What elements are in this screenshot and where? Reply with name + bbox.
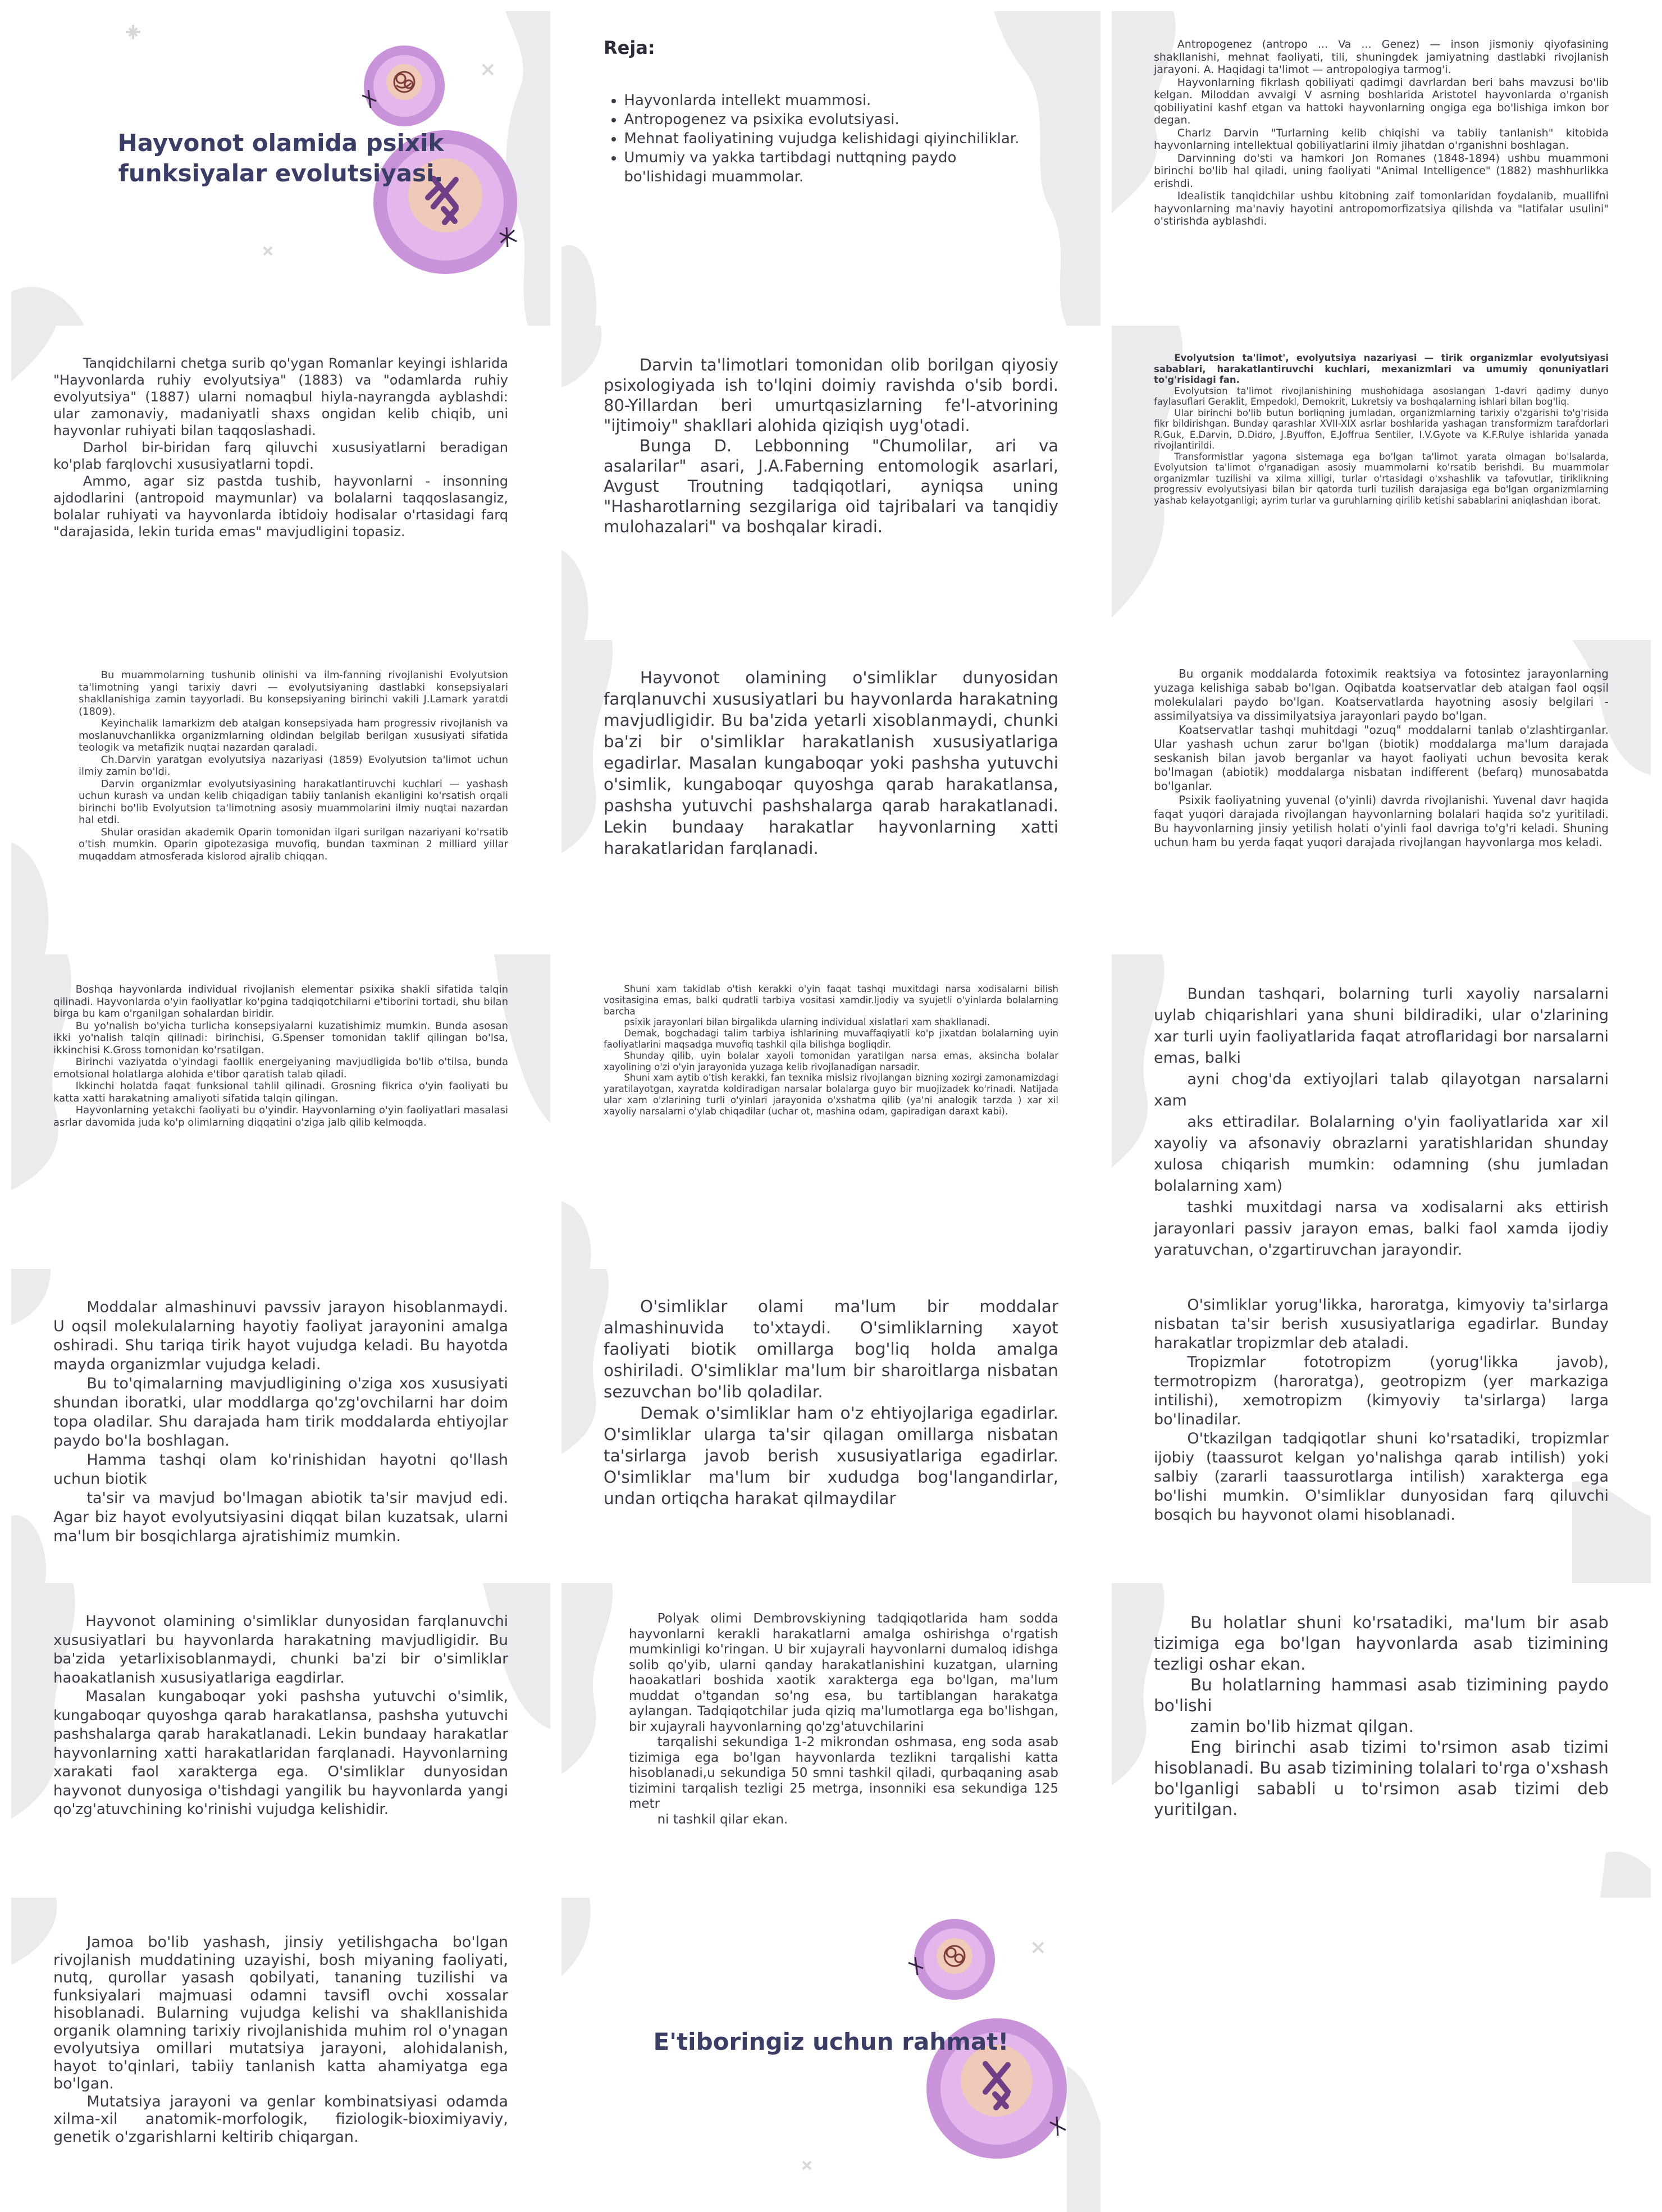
slide-asab-tizimi bbox=[1112, 1583, 1651, 1898]
text-block bbox=[629, 1611, 1058, 1827]
slide-evolyutsion bbox=[1112, 326, 1651, 640]
paragraph: Boshqa hayvonlarda individual rivojlanish elementar psixika shakli sifatida talqin qilinadi. Hayvonlarda o'yin faoliyatlar ko'pgina tadqiqotchilarni e'tiborini tortadi, shu bilan birga bu kam o'rganilgan sohalardan biridir. bbox=[53, 984, 508, 1020]
paragraph: Bu holatlarning hammasi asab tizimining paydo bo'lishi bbox=[1154, 1675, 1609, 1715]
text-block bbox=[604, 984, 1058, 1117]
paragraph: Darhol bir-biridan farq qiluvchi xususiyatlarni beradigan ko'plab farqlovchi xususiyatlarni topdi. bbox=[53, 440, 508, 472]
paragraph: Bu muammolarning tushunib olinishi va ilm-fanning rivojlanishi Evolyutsion ta'limotning yangi tarixiy davri — evolyutsiyaning dastlabki konsepsiyalari shakllanishiga zamin tayyorladi. Bu konsepsiyaning birinchi vakili J.Lamark yaratdi (1809). bbox=[79, 669, 508, 717]
text-block bbox=[604, 355, 1058, 537]
slide-hayvonot-1 bbox=[561, 640, 1101, 954]
paragraph: Ch.Darvin yaratgan evolyutsiya nazariyasi (1859) Evolyutsion ta'limot uchun ilmiy zamin bo'ldi. bbox=[79, 753, 508, 778]
slide-plan bbox=[561, 11, 1101, 326]
plan-list bbox=[604, 91, 1030, 186]
paragraph: Moddalar almashinuvi pavssiv jarayon hisoblanmaydi. U oqsil molekulalarning hayotiy faoliyat jarayonini amalga oshiradi. Shu tariqa tirik hayot vujudga keladi. Bu hayotda mayda organizmlar vujudga keladi. bbox=[53, 1299, 508, 1373]
plan-item: • Antropogenez va psixika evolutsiyasi. bbox=[624, 110, 1030, 129]
slide-oyin-2 bbox=[561, 954, 1101, 1269]
paragraph: tarqalishi sekundiga 1-2 mikrondan oshmasa, eng soda asab tizimiga ega bo'lgan hayvonlarda tezlikni tarqalishi katta hisoblanadi,u sekundiga 50 smni tashkil qiladi, qurbaqaning asab tizimini tarqalish tezligi 25 metrga, insonniki esa sekundiga 125 metr bbox=[629, 1735, 1058, 1811]
paragraph: zamin bo'lib hizmat qilgan. bbox=[1190, 1717, 1414, 1736]
slide-antropogenez bbox=[1112, 11, 1651, 326]
text-block bbox=[53, 984, 508, 1128]
slide-lamark bbox=[11, 640, 550, 954]
slide-osimliklar-1 bbox=[561, 1269, 1101, 1583]
paragraph: Hayvonlarning fikrlash qobiliyati qadimgi davrlardan beri bahs mavzusi bo'lib kelgan. Miloddan avvalgi V asrning boshlarida Aristotel hayvonlarda o'rganish qobiliyatini kashf etgan va hattoki hayvonlarning ongiga ega bo'lishiga imkon bor degan. bbox=[1154, 76, 1609, 126]
paragraph: Keyinchalik lamarkizm deb atalgan konsepsiyada ham progressiv rivojlanish va moslanuvchanlikka organizmlarning oldindan belgilab berilgan xususiyati sifatida teologik va metafizik nuqtai nazardan qaraladi. bbox=[79, 717, 508, 753]
paragraph: Darvinning do'sti va hamkori Jon Romanes (1848-1894) ushbu muammoni birinchi bo'lib hal qiladi, uning faoliyati "Animal Intelligence" (1882) mashhurlikka erishdi. bbox=[1154, 152, 1609, 190]
thanks-title: E'tiboringiz uchun rahmat! bbox=[653, 2028, 1009, 2055]
paragraph: Hamma tashqi olam ko'rinishidan hayotni qo'llash uchun biotik bbox=[53, 1451, 508, 1488]
paragraph: ta'sir va mavjud bo'lmagan abiotik ta'sir mavjud edi. Agar biz hayot evolyutsiyasini diqqat bilan kuzatsak, ularni ma'lum bir bosqichlarga ajratishimiz mumkin. bbox=[53, 1489, 508, 1545]
paragraph: Hayvonot olamining o'simliklar dunyosidan farqlanuvchi xususiyatlari bu hayvonlarda harakatning mavjudligidir. Bu ba'zida yetarli xisoblanmaydi, chunki ba'zi bir o'simliklar harakatlanish xususiyatlariga egadirlar. Masalan kungaboqar yoki pashsha yutuvchi o'simlik, kungaboqar quyoshga qarab harakatlansa, pashsha yutuvchi pashshalarga qarab harakatlanadi. Lekin bundaay harakatlar hayvonlarning xatti harakatlaridan farqlanadi. bbox=[604, 668, 1058, 858]
presentation-title: Hayvonot olamida psixik funksiyalar evolutsiyasi. bbox=[117, 129, 444, 187]
paragraph: Shuni xam aytib o'tish kerakki, fan texnika mislsiz rivojlangan bizning xozirgi zamonamizdagi yaratilayotgan, xayratda koldiradigan narsalar bolalarga guyo bir muojizadek ko'rinadi. Natijada ular xam o'zlarining turli o'yinlari jarayonida o'xshatma qilib (ya'ni analogik tarzda ) xar xil xayoliy narsalarni o'ylab chiqadilar (uchar ot, mashina odam, gapiradigan daraxt kabi). bbox=[604, 1072, 1058, 1117]
paragraph: Hayvonot olamining o'simliklar dunyosidan farqlanuvchi xususiyatlari bu hayvonlarda harakatning mavjudligidir. Bu ba'zida yetarlixisoblanmaydi, chunki ba'zi bir o'simliklar haoakatlanish xususiyatlariga eagdirlar. bbox=[53, 1613, 508, 1687]
paragraph: Demak, bogchadagi talim tarbiya ishlarining muvaffaqiyatli ko'p jixatdan bolalarning uyin faoliyatlarini maqsadga muvofiq tashkil qila bilishga bogliqdir. bbox=[604, 1028, 1058, 1050]
text-block bbox=[53, 355, 508, 540]
paragraph: Evolyutsion ta'limot rivojlanishining mushohidaga asoslangan 1-davri qadimy dunyo faylasuflari Geraklit, Empedokl, Demokrit, Lukretsiy va boshqalarning ishlari bilan bog'liq. bbox=[1154, 385, 1609, 407]
paragraph: Ikkinchi holatda faqat funksional tahlil qilinadi. Grosning fikrica o'yin faoliyati bu katta xatti harakatning amaliyoti sifatida talqin qilingan. bbox=[53, 1080, 508, 1104]
paragraph: Shuni xam takidlab o'tish kerakki o'yin faqat tashqi muxitdagi narsa xodisalarni bilish vositasigina emas, balki qudratli tarbiya vositasi xamdir.Ijodiy va syujetli o'yinlarda bolalarning barcha bbox=[604, 984, 1058, 1017]
paragraph: Ular birinchi bo'lib butun borliqning jumladan, organizmlarning tarixiy o'zgarishi to'g'risida fikr bildirishgan. Bunday qarashlar XVII-XIX asrlar boshlarida yashagan transformizm tarafdorlari R.Guk, E.Darvin, D.Didro, J.Byuffon, E.Joffrua Sentiler, I.V.Gyote va K.F.Rulye ishlarida yanada rivojlantirildi. bbox=[1154, 407, 1609, 451]
text-block bbox=[1154, 1296, 1609, 1525]
paragraph: O'simliklar olami ma'lum bir moddalar almashinuvida to'xtaydi. O'simliklarning xayot faoliyati biotik omillarga bog'liq holda amalga oshiriladi. O'simliklar ma'lum bir sharoitlarga nisbatan sezuvchan bo'lib qoladilar. bbox=[604, 1297, 1058, 1401]
paragraph: Hayvonlarning yetakchi faoliyati bu o'yindir. Hayvonlarning o'yin faoliyatlari masalasi asrlar davomida juda ko'p olimlarning diqqatini o'ziga jalb qilib kelmoqda. bbox=[53, 1104, 508, 1128]
paragraph: Shunday qilib, uyin bolalar xayoli tomonidan yaratilgan narsa emas, aksincha bolalar xayolining o'zi o'yin jarayonida yuzaga kelib rivojlanadigan narsadir. bbox=[604, 1050, 1058, 1072]
paragraph: ayni chog'da extiyojlari talab qilayotgan narsalarni xam bbox=[1154, 1071, 1609, 1109]
slide-moddalar bbox=[11, 1269, 550, 1583]
slide-darvin bbox=[561, 326, 1101, 640]
plan-item: • Mehnat faoliyatining vujudga kelishidagi qiyinchiliklar. bbox=[624, 129, 1030, 148]
paragraph: O'simliklar yorug'likka, haroratga, kimyoviy ta'sirlarga nisbatan ta'sir berish xususiyatlariga egadirlar. Bunday harakatlar tropizmlar deb ataladi. bbox=[1154, 1296, 1609, 1352]
text-block bbox=[53, 1934, 508, 2146]
text-block bbox=[1154, 984, 1609, 1261]
text-block bbox=[1154, 1612, 1609, 1820]
text-block bbox=[1154, 38, 1609, 228]
text-block bbox=[79, 669, 508, 862]
paragraph: Mutatsiya jarayoni va genlar kombinatsiyasi odamda xilma-xil anatomik-morfologik, fiziologik-bioximiyaviy, genetik o'zgarishlarni keltirib chiqargan. bbox=[53, 2092, 508, 2146]
paragraph: Darvin ta'limotlari tomonidan olib borilgan qiyosiy psixologiyada ish to'lqini doimiy ravishda o'sib bordi. 80-Yillardan beri umurtqasizlarning fe'l-atvorining "ijtimoiy" shakllari alohida qiziqish uyg'otadi. bbox=[604, 355, 1058, 435]
paragraph: Bu holatlar shuni ko'rsatadiki, ma'lum bir asab tizimiga ega bo'lgan hayvonlarda asab tizimining tezligi oshar ekan. bbox=[1154, 1613, 1609, 1674]
paragraph: Idealistik tanqidchilar ushbu kitobning zaif tomonlaridan foydalanib, muallifni hayvonlarning ma'naviy hayotini antropomorfizatsiya qilishda va "latifalar usulini" o'stirishda ayblashdi. bbox=[1154, 190, 1609, 227]
slide-xayoliy bbox=[1112, 954, 1651, 1269]
paragraph: Jamoa bo'lib yashash, jinsiy yetilishgacha bo'lgan rivojlanish muddatining uzayishi, bosh miyaning faoliyati, nutq, qurollar yasash qobilyati, tananing tuzilishi va funksiyalari majmuasi odamni tavsifl ovchi xossalar hisoblanadi. Bularning vujudga kelishi va shakllanishida organik olamning tarixiy rivojlanishida muhim rol o'ynagan evolyutsiya omillari mutatsiya jarayoni, alohidalanish, hayot to'qinlari, tabiiy tanlanish katta ahamiyatga ega bo'lgan. bbox=[53, 1934, 508, 2092]
paragraph: Evolyutsion ta'limot', evolyutsiya nazariyasi — tirik organizmlar evolyutsiyasi sabablari, harakatlantiruvchi kuchlari, mexanizmlari va umumiy qonuniyatlari to'g'risidagi fan. bbox=[1154, 353, 1609, 385]
paragraph: Birinchi vaziyatda o'yindagi faollik energeiyaning mavjudligida bo'lib o'tilsa, bunda emotsional holatlarga alohida e'tibor qaratish talab qiladi. bbox=[53, 1056, 508, 1080]
slide-title bbox=[11, 11, 550, 326]
paragraph: O'tkazilgan tadqiqotlar shuni ko'rsatadiki, tropizmlar ijobiy (taassurot kelgan yo'nalishga qarab intilish) yoki salbiy (zararli taassurotlarga intilish) xarakterga ega bo'lishi mumkin. O'simliklar dunyosidan farq qiluvchi bosqich bu hayvonot olami hisoblanadi. bbox=[1154, 1430, 1609, 1524]
slide-koatservat bbox=[1112, 640, 1651, 954]
slide-dembrovskiy bbox=[561, 1583, 1101, 1898]
text-block bbox=[1154, 353, 1609, 506]
paragraph: Tropizmlar fototropizm (yorug'likka javob), termotropizm (haroratga), geotropizm (yer markaziga intilishi), xemotropizm (kimyoviy ta'sirlarga) larga bo'linadilar. bbox=[1154, 1354, 1609, 1428]
paragraph: Shular orasidan akademik Oparin tomonidan ilgari surilgan nazariyani ko'rsatib o'tish mumkin. Oparin gipotezasiga muvofiq, bundan taxminan 2 milliard yillar muqaddam atmosferada kislorod ajralib chiqqan. bbox=[79, 826, 508, 862]
paragraph: Bu yo'nalish bo'yicha turlicha konsepsiyalarni kuzatishimiz mumkin. Bunda asosan ikki yo'nalish talqin qilinadi: birinchisi, G.Spenser tomonidan taklif qilingan bo'lsa, ikkinchisi K.Gross tomonidan ko'rsatilgan. bbox=[53, 1020, 508, 1056]
paragraph: Antropogenez (antropo ... Va ... Genez) — inson jismoniy qiyofasining shakllanishi, mehnat faoliyati, tili, shuningdek jamiyatning dastlabki rivojlanish jarayoni. A. Haqidagi ta'limot — antropologiya tarmog'i. bbox=[1154, 38, 1609, 76]
paragraph: Transformistlar yagona sistemaga ega bo'lgan ta'limot yarata olmagan bo'lsalarda, Evolyutsion ta'limot o'rganadigan asosiy muammolarni ko'rsatib berishdi. Bu muammolar organizmlar tuzilishi va xilma xilligi, turlar o'rtasidagi o'xshashlik va tafovutlar, tiriklikning progressiv evolyutsiyasi bilan bir qatorda turli tuzilish darajasiga ega bo'lgan organizmlarning yashab kelayotganligi; ayrim turlar va guruhlarning qirilib ketishi sabablarini aniqlashdan iborat. bbox=[1154, 451, 1609, 506]
paragraph: Eng birinchi asab tizimi to'rsimon asab tizimi hisoblanadi. Bu asab tizimining tolalari to'rga o'xshash bo'lganligi sababli u to'rsimon asab tizimi deb yuritilgan. bbox=[1154, 1738, 1609, 1819]
paragraph: Psixik faoliyatning yuvenal (o'yinli) davrda rivojlanishi. Yuvenal davr haqida faqat yuqori darajada rivojlangan hayvonlarning bolalari haqida so'z yuritiladi. Bu hayvonlarning jinsiy yetilish holati o'yinli faol davriga to'g'ri keladi. Shuning uchun ham bu yerda faqat yuqori darajada rivojlangan hayvonlarga mos keladi. bbox=[1154, 793, 1609, 849]
slide-oyin-1 bbox=[11, 954, 550, 1269]
plan-item: • Hayvonlarda intellekt muammosi. bbox=[624, 91, 1030, 110]
paragraph: psixik jarayonlari bilan birgalikda ularning individual xislatlari xam shakllanadi. bbox=[624, 1017, 990, 1028]
plan-block bbox=[604, 38, 1030, 186]
paragraph: Ammo, agar siz pastda tushib, hayvonlarni - insonning ajdodlarini (antropoid maymunlar) va bolalarni taqqoslasangiz, bolalar ruhiyati va hayvonlarda ibtidoiy hodisalar o'rtasidagi farq "darajasida, lekin turida emas" mavjudligini topasiz. bbox=[53, 473, 508, 540]
paragraph: Charlz Darvin "Turlarning kelib chiqishi va tabiiy tanlanish" kitobida hayvonlarning intellektual qobiliyatlarini ilmiy jihatdan o'rganishni boshlagan. bbox=[1154, 126, 1609, 152]
paragraph: aks ettiradilar. Bolalarning o'yin faoliyatlarida xar xil xayoliy va afsonaviy obrazlarni yaratishlaridan shunday xulosa chiqarish mumkin: odamning (shu jumladan bolalarning xam) bbox=[1154, 1113, 1609, 1195]
paragraph: Bu to'qimalarning mavjudligining o'ziga xos xususiyati shundan iboratki, ular moddlarga qo'zg'ovchilarni har doim topa oladilar. Shu darajada ham tirik moddalarda ehtiyojlar paydo bo'la boshlagan. bbox=[53, 1375, 508, 1450]
paragraph: Masalan kungaboqar yoki pashsha yutuvchi o'simlik, kungaboqar quyoshga qarab harakatlansa, pashsha yutuvchi pashshalarga qarab harakatlanadi. Lekin bundaay harakatlar hayvonlarning xatti harakatlaridan farqlanadi. Hayvonlarning xarakati faol xarakterga ega. O'simliklar dunyosidan hayvonot dunyosiga o'tishdagi yangilik bu hayvonlarda yangi qo'zg'atuvchining ko'rinishi vujudga kelishidir. bbox=[53, 1688, 508, 1818]
text-block bbox=[53, 1612, 508, 1820]
slide-mutatsiya bbox=[11, 1898, 550, 2212]
paragraph: tashki muxitdagi narsa va xodisalarni aks ettirish jarayonlari passiv jarayon emas, balki faol xamda ijodiy yaratuvchan, o'zgartiruvchan jarayondir. bbox=[1154, 1199, 1609, 1259]
paragraph: Demak o'simliklar ham o'z ehtiyojlariga egadirlar. O'simliklar ularga ta'sir qilagan omillarga nisbatan ta'sirlarga javob berish xususiyatlariga egadirlar. O'simliklar ma'lum bir xududga bog'langandirlar, undan ortiqcha harakat qilmaydilar bbox=[604, 1404, 1058, 1508]
paragraph: Polyak olimi Dembrovskiyning tadqiqotlarida ham sodda hayvonlarni kerakli harakatlarni amalga oshirishga o'rgatish mumkinligi ko'ringan. U bir xujayrali hayvonlarni dumaloq idishga solib qo'yib, ularni qanday harakatlanishini kuzatgan, ularning haoakatlari boshida xaotik xarakterga ega bo'lgan, ma'lum muddat o'tgandan so'ng esa, bu tartiblangan harakatga aylangan. Tadqiqotchilar juda qiziq ma'lumotlarga ega bo'lishgan, bir xujayrali hayvonlarning qo'zg'atuvchilarini bbox=[629, 1611, 1058, 1734]
paragraph: Tanqidchilarni chetga surib qo'ygan Romanlar keyingi ishlarida "Hayvonlarda ruhiy evolyutsiya" (1883) va "odamlarda ruhiy evolyutsiya" (1887) ularni nomaqbul hiyla-nayrangda ayblashdi: ular zamonaviy, madaniyatli shaxs ongidan kelib chiqib, uni hayvonlar ruhiyati bilan taqqoslashadi. bbox=[53, 355, 508, 438]
paragraph: Bu organik moddalarda fotoximik reaktsiya va fotosintez jarayonlarning yuzaga kelishiga sabab bo'lgan. Oqibatda koatservatlar deb atalgan faol oqsil molekulalari paydo bo'lgan. Koatservatlarda hayotning asosiy belgilari - assimilyatsiya va dissimilyatsiya jarayonlari paydo bo'lgan. bbox=[1154, 667, 1609, 723]
paragraph: Darvin organizmlar evolyutsiyasining harakatlantiruvchi kuchlari — yashash uchun kurash va undan kelib chiqadigan tabiiy tanlanish ekanligini ko'rsatish orqali birinchi bo'lib Evolyutsion ta'limotning asosiy muammolarini ilmiy nuqtai nazardan hal etdi. bbox=[79, 778, 508, 826]
slide-thanks bbox=[561, 1898, 1101, 2212]
text-block bbox=[604, 1296, 1058, 1509]
plan-heading: Reja: bbox=[604, 37, 655, 58]
text-block bbox=[53, 1298, 508, 1546]
slide-hayvonot-2 bbox=[11, 1583, 550, 1898]
paragraph: Koatservatlar tashqi muhitdagi "ozuq" moddalarni tanlab o'zlashtirganlar. Ular yashash uchun zarur bo'lgan (biotik) moddalarga ma'lum darajada seskanish bilan javob berganlar va hayot faoliyati uchun bevosita kerak bo'lmagan (abiotik) moddalarga nisbatan indifferent (befarq) munosabatda bo'lganlar. bbox=[1154, 723, 1609, 793]
text-block bbox=[1154, 667, 1609, 849]
text-block bbox=[604, 667, 1058, 859]
slide-tropizm bbox=[1112, 1269, 1651, 1583]
slide-romanes bbox=[11, 326, 550, 640]
paragraph: ni tashkil qilar ekan. bbox=[657, 1812, 788, 1827]
paragraph: Bundan tashqari, bolarning turli xayoliy narsalarni uylab chiqarishlari yana shuni bildiradiki, ular o'zlarining xar turli uyin faoliyatlarida faqat atroflaridagi bor narsalarni emas, balki bbox=[1154, 985, 1609, 1067]
plan-item: • Umumiy va yakka tartibdagi nuttqning paydo bo'lishidagi muammolar. bbox=[624, 148, 1030, 186]
paragraph: Bunga D. Lebbonning "Chumolilar, ari va asalarilar" asari, J.A.Faberning entomologik asarlari, Avgust Troutning tadqiqotlari, ayniqsa uning "Hasharotlarning sezgilariga oid tajribalari va tanqidiy mulohazalari" va boshqalar kiradi. bbox=[604, 436, 1058, 536]
